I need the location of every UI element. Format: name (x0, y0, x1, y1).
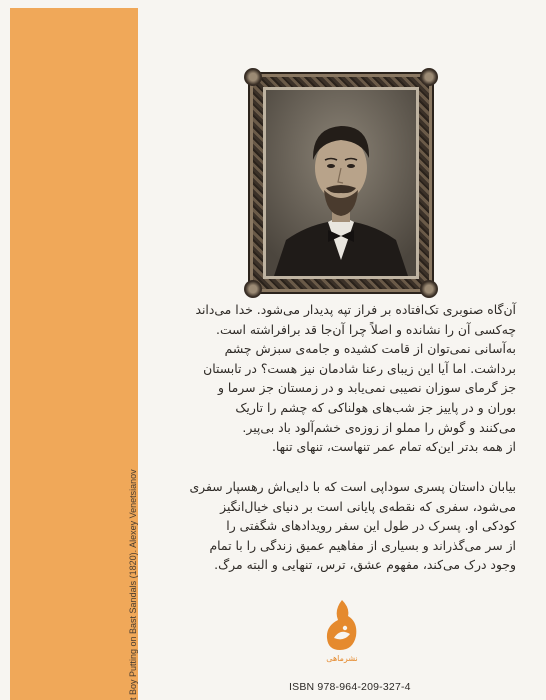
portrait-photo (263, 87, 419, 279)
frame-corner-ornament (420, 68, 438, 86)
text-line: چه‌کسی آن را نشانده و اصلاً چرا آن‌جا قد برافراشته است. (216, 321, 516, 337)
text-line: به‌آسانی نمی‌توان از قامت کشیده و جامه‌ی سبزش چشم (224, 341, 516, 357)
text-line: می‌کنند و گوش را مملو از زوزه‌ی خشم‌آلود باد بی‌پیر. (242, 419, 516, 435)
text-line: می‌شود، سفری که نقطه‌ی پایانی است بر دنیای خیال‌انگیز (220, 498, 516, 514)
synopsis-paragraph-2 (166, 477, 516, 575)
text-line: بیابان داستان پسری سوداپی است که با دایی‌اش رهسپار سفری (189, 479, 516, 494)
text-line: از همه بدتر این‌که تمام عمر تنهاست، تنهای تنها. (271, 439, 516, 455)
orange-side-stripe (10, 8, 138, 700)
isbn-number: ISBN 978-964-209-327-4 (289, 681, 411, 693)
text-line: جز گرمای سوزان نصیبی نمی‌یابد و در زمستان جز سرما و (217, 380, 516, 396)
text-line: بوران و در پاییز جز شب‌های هولناکی که چشم را تاریک (235, 399, 516, 415)
synopsis-paragraph-1 (166, 300, 516, 457)
fish-logo-icon (322, 598, 362, 654)
text-line: آن‌گاه صنوبری تک‌افتاده بر فراز تپه پدیدار می‌شود. خدا می‌داند (195, 302, 516, 317)
frame-corner-ornament (244, 280, 262, 298)
text-line: برداشت. اما آیا این زیبای رعنا شادمان نیز هست؟ در تابستان (203, 360, 516, 376)
frame-corner-ornament (244, 68, 262, 86)
portrait-photo-icon (266, 90, 416, 276)
text-line: کودکی او. پسرک در طول این سفر رویدادهای شگفتی را (226, 518, 516, 534)
text-line: وجود درک می‌کند، مفهوم عشق، ترس، تنهایی و البته مرگ. (214, 557, 516, 573)
publisher-name: نشرماهی (326, 654, 358, 663)
frame-corner-ornament (420, 280, 438, 298)
publisher-logo (322, 598, 362, 670)
painting-credit: t Boy Putting on Bast Sandals (1820). Alexey Venetsianov (128, 469, 138, 700)
text-line: از سر می‌گذراند و بسیاری از مفاهیم عمیق زندگی را با تمام (209, 537, 516, 553)
framed-portrait (250, 74, 432, 292)
